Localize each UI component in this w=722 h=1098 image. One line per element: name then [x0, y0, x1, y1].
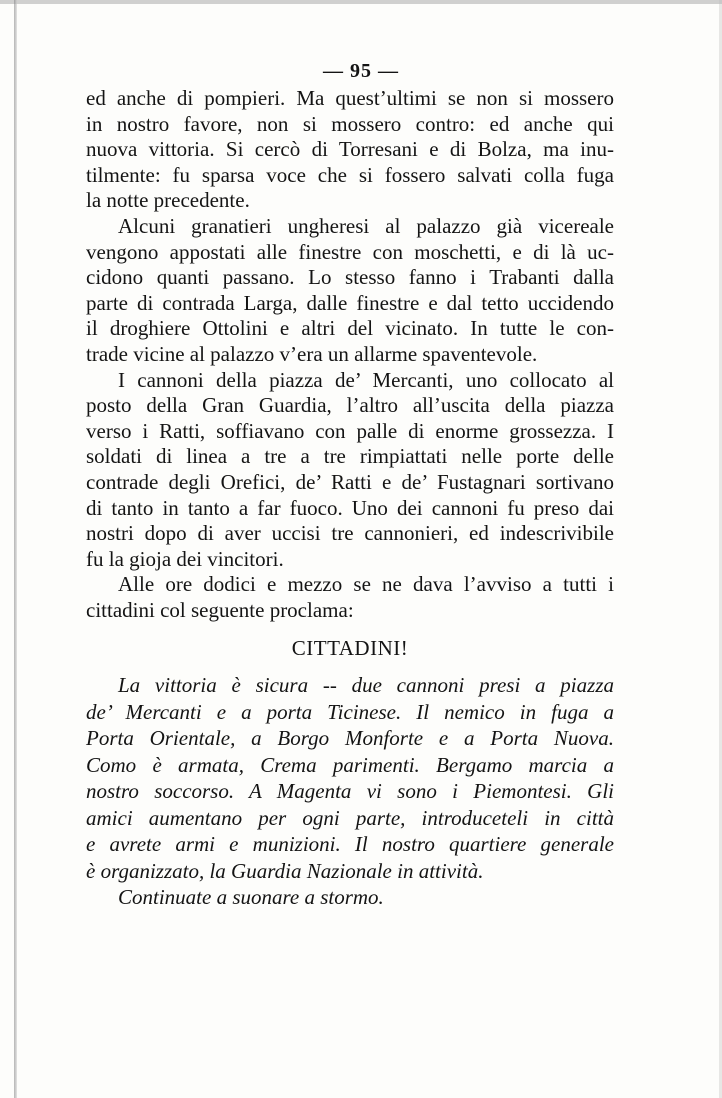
text-line: vengono appostati alle finestre con moschetti, e di là uc-: [86, 239, 614, 264]
text-line: tilmente: fu sparsa voce che si fossero salvati colla fuga: [86, 162, 614, 187]
text-line: cittadini col seguente proclama:: [86, 597, 354, 622]
text-line: posto della Gran Guardia, l’altro all’uscita della piazza: [86, 393, 614, 418]
text-line: soldati di linea a tre a tre rimpiattati nelle porte delle: [86, 444, 614, 469]
text-line: è organizzato, la Guardia Nazionale in attività.: [86, 858, 484, 883]
text-line: il droghiere Ottolini e altri del vicinato. In tutte le con-: [86, 316, 614, 341]
proclamation-text: [86, 672, 614, 911]
text-line: contrade degli Orefici, de’ Ratti e de’ Fustagnari sortivano: [86, 469, 614, 494]
text-line: nostri dopo di aver uccisi tre cannonieri, ed indescrivibile: [86, 521, 614, 546]
text-line: verso i Ratti, soffiavano con palle di enorme grossezza. I: [86, 418, 614, 443]
proclamation-heading: CITTADINI!: [291, 636, 409, 661]
text-line: la notte precedente.: [86, 188, 250, 213]
page-left-edge: [14, 0, 17, 1098]
text-line: parte di contrada Larga, dalle finestre e dal tetto uccidendo: [86, 290, 614, 315]
text-line: de’ Mercanti e a porta Ticinese. Il nemico in fuga a: [86, 699, 614, 724]
body-text: [86, 86, 614, 911]
text-line: trade vicine al palazzo v’era un allarme spaventevole.: [86, 341, 538, 366]
proclamation-closing: Continuate a suonare a stormo.: [118, 885, 384, 910]
paragraph-1: [86, 86, 614, 214]
paragraph-4: [86, 572, 614, 623]
text-line: e avrete armi e munizioni. Il nostro quartiere generale: [86, 832, 614, 857]
text-line: in nostro favore, non si mossero contro: ed anche qui: [86, 111, 614, 136]
text-line: cidono quanti passano. Lo stesso fanno i Trabanti dalla: [86, 265, 614, 290]
text-line: nuova vittoria. Si cercò di Torresani e di Bolza, ma inu-: [86, 137, 614, 162]
text-line: di tanto in tanto a far fuoco. Uno dei cannoni fu preso dai: [86, 495, 614, 520]
text-line: amici aumentano per ogni parte, introduceteli in città: [86, 805, 614, 830]
paragraph-3: [86, 368, 614, 573]
page-number: — 95 —: [323, 60, 399, 82]
text-line: Alcuni granatieri ungheresi al palazzo già vicereale: [118, 213, 614, 238]
text-line: Alle ore dodici e mezzo se ne dava l’avviso a tutti i: [118, 572, 614, 597]
text-line: fu la gioja dei vincitori.: [86, 546, 284, 571]
text-line: Como è armata, Crema parimenti. Bergamo marcia a: [86, 752, 614, 777]
text-line: I cannoni della piazza de’ Mercanti, uno collocato al: [118, 367, 614, 392]
paragraph-2: [86, 214, 614, 368]
text-line: ed anche di pompieri. Ma quest’ultimi se non si mossero: [86, 86, 614, 110]
text-line: nostro soccorso. A Magenta vi sono i Piemontesi. Gli: [86, 779, 614, 804]
page-top-edge: [0, 0, 722, 4]
text-line: Porta Orientale, a Borgo Monforte e a Porta Nuova.: [86, 726, 614, 751]
text-line: La vittoria è sicura -- due cannoni presi a piazza: [118, 673, 614, 698]
